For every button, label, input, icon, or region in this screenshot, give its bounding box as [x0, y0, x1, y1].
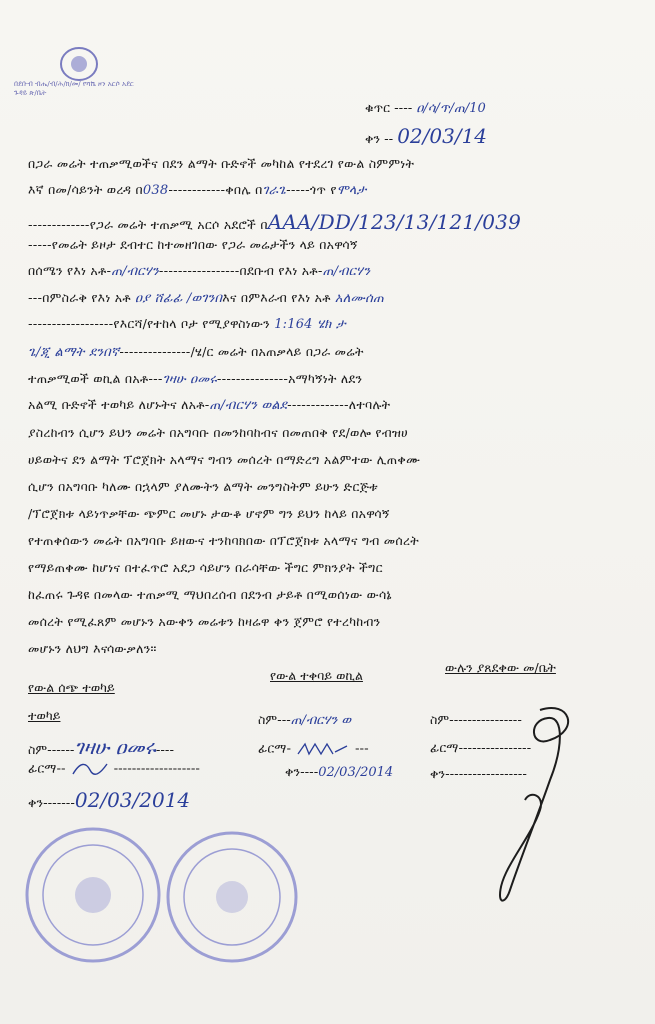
col2-date-value: 02/03/2014 — [318, 765, 394, 780]
line-8: ተጠቃሚወች ወኪል በአቶ---ገዛሁ ዐመሩ---------------አማካኝነት ለደን — [28, 371, 363, 387]
west-neighbor: አለሙሰጠ — [334, 291, 384, 306]
col2-date-row: ቀን----02/03/2014 — [285, 764, 394, 780]
plot-area: 1:164 ሄክ ታ — [274, 317, 346, 332]
line-1: እኛ በመ/ሳይንት ወረዳ በ038------------ቀበሌ በገራጌ-----ጎጥ የሞላታ — [28, 182, 367, 198]
line-9: አልሚ ቡድኖች ተወካይ ለሆኑትና ለአቶ-ጠ/ብርሃን ወልደ-------------ለተባሉት — [28, 397, 391, 413]
body-line: ያስረከብን ሲሆን ይህን መሬት በአግባቡ በመንከባከብና በመጠበቅ የደ/ወሎ የብዝሀ — [28, 425, 408, 440]
col2-sign-row: ፊርማ- --- — [258, 740, 369, 758]
round-stamp-icon — [160, 825, 305, 970]
line-5: ---በምስራቅ የእነ አቶ ዐያ ሸፊፊ /ወገንበእና በምእራብ የእነ አቶ አለሙሰጠ — [28, 290, 384, 306]
col1-date-row: ቀን-------02/03/2014 — [28, 788, 191, 812]
body-line: /ፕሮጀክቱ ላይነጥቃቸው ጭምር መሆኑ ታውቆ ሆኖም ግን ይህን ከላይ በአዋሳኝ — [28, 506, 390, 521]
doc-date: ቀን -- 02/03/14 — [365, 124, 488, 148]
signature-icon — [470, 690, 590, 910]
round-stamp-icon — [18, 820, 168, 970]
ref-value: ዐ/ሳ/ጥ/ጠ/10 — [416, 101, 486, 116]
ref-number: ቁጥር ---- ዐ/ሳ/ጥ/ጠ/10 — [365, 100, 486, 116]
body-line: መሆኑን ለህግ እናሳውቃለን። — [28, 641, 157, 656]
south-neighbor: ጠ/ብርሃን — [322, 264, 371, 279]
body-line: ከፈጠሩ ጉዳዩ በመላው ተጠቃሚ ማህበረሰብ በደንብ ታይቶ በሚወሰነው ውሳኔ — [28, 587, 392, 602]
body-line: ሀይወትና ደን ልማት ፕሮጀክት አላማና ግብን መሰረት በማድረግ አልምተው ሊጠቀሙ — [28, 452, 421, 467]
doc-title: በጋራ መሬት ተጠቃሚወችና በደን ልማት ቡድኖች መካከል የተደረገ የውል ስምምነት — [28, 156, 415, 171]
col3-name-row: ስም---------------- — [430, 712, 522, 727]
col1-name-value: ገዛሁ ዐመሩ — [74, 735, 156, 759]
agent-name: ገዛሁ ዐመሩ — [162, 372, 217, 387]
date-label: ቀን — [365, 131, 381, 146]
col1-date-value: 02/03/2014 — [74, 788, 191, 812]
col3-title: ውሉን ያጸደቀው መ/ቤት — [445, 660, 556, 675]
col1-title: የውል ሰጭ ተወካይ — [28, 680, 115, 695]
col1-sign-row: ፊርማ-- ------------------- — [28, 760, 200, 778]
got-name: ሞላታ — [336, 183, 367, 198]
line-7: ጌ/ጂ ልማት ደንበኛ---------------/ሄ/ር መሬት በአጠቃላይ በጋራ መሬት — [28, 344, 364, 360]
line-4: በሰሜን የእነ አቶ-ጠ/ብርሃን-----------------በደቡብ የእነ አቶ-ጠ/ብርሃን — [28, 263, 371, 279]
register-id: AAA/DD/123/13/121/039 — [267, 210, 522, 234]
north-neighbor: ጠ/ብርሃን — [111, 264, 159, 279]
col2-title: የውል ተቀባይ ወኪል — [270, 668, 363, 683]
body-line: የማይጠቀሙ ከሆነና በተፈጥሮ አደጋ ሳይሆን በራሳቸው ችግር ምክንያት ችግር — [28, 560, 383, 575]
date-value: 02/03/14 — [397, 124, 488, 148]
line-3: -----የመሬት ይዞታ ደብተር ከተመዘገበው የጋራ መሬታችን ላይ በአዋሳኝ — [28, 237, 358, 252]
signature-icon — [295, 740, 351, 758]
east-neighbor: ዐያ ሸፊፊ /ወገንበ — [135, 291, 223, 306]
col3-sign-row: ፊርማ---------------- — [430, 740, 532, 755]
body-line: መሰረት የሚፈጸም መሆኑን አውቀን መሬቱን ከዛሬዋ ቀን ጀምሮ የተረካከብን — [28, 614, 381, 629]
kebele-number: 038 — [142, 183, 169, 198]
col2-name-value: ጠ/ብርሃን ወ — [290, 713, 352, 728]
emblem-stamp-icon — [55, 45, 103, 83]
col1-sub: ተወካይ — [28, 708, 61, 723]
col1-name-row: ስም------ገዛሁ ዐመሩ---- — [28, 735, 175, 759]
representative-name: ጠ/ብርሃን ወልደ — [209, 398, 288, 413]
stamp-text: በደቡብ ብሔ/ብ/ሕ/ክ/መ/ የሻሼ ዞን አርሶ አደር ጉዳይ ጽ/ቤት — [14, 80, 134, 97]
signature-icon — [70, 760, 110, 778]
kebele-name: ገራጌ — [262, 183, 287, 198]
line-2: -------------የጋራ መሬት ተጠቃሚ አርሶ አደሮች በAAA/DD/123/13/121/039 — [28, 210, 522, 234]
col3-date-row: ቀን------------------ — [430, 766, 527, 781]
body-line: የተጠቀሰውን መሬት በአግባቡ ይዘውና ተንከባክበው በፕሮጀክቱ አላማና ግብ መሰረት — [28, 533, 419, 548]
plot-description: ጌ/ጂ ልማት ደንበኛ — [28, 345, 120, 360]
ref-label: ቁጥር — [365, 100, 391, 115]
col2-name-row: ስም---ጠ/ብርሃን ወ — [258, 712, 352, 728]
body-line: ሲሆን በአግባቡ ካለሙ በኋላም ያለሙትን ልማት መንግስትም ይሁን ድርጅቱ — [28, 479, 378, 494]
line-6: ------------------የእርሻ/የተከላ ቦታ የሚያዋስነውን 1:164 ሄክ ታ — [28, 316, 346, 332]
